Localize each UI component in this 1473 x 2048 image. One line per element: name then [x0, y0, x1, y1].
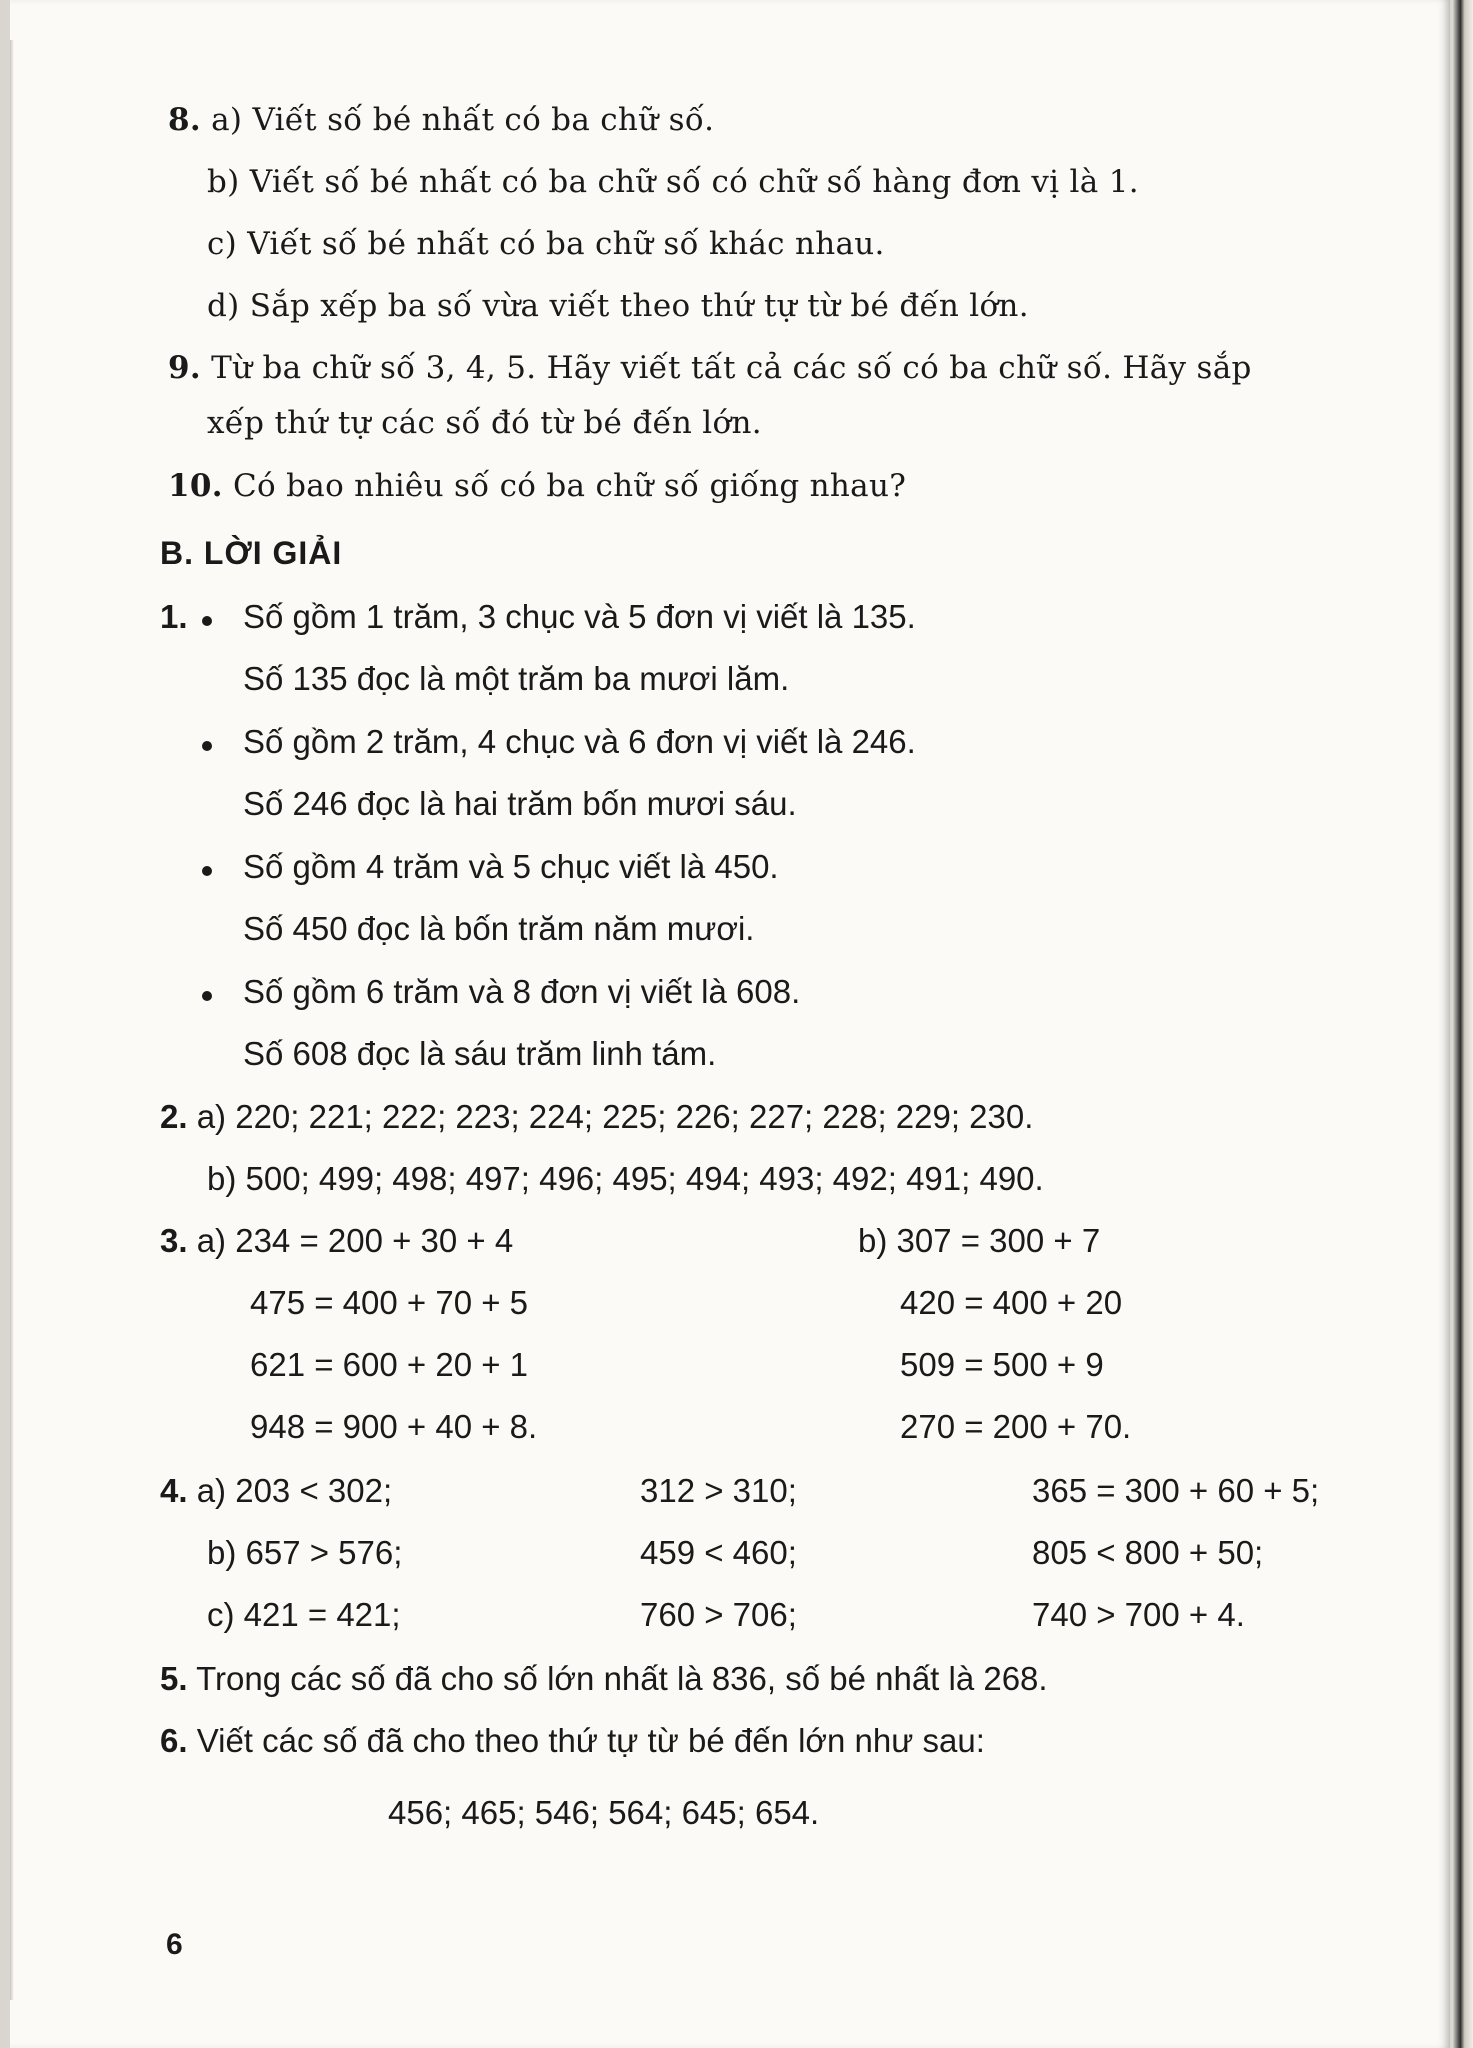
exercise-8-d: d) Sắp xếp ba số vừa viết theo thứ tự từ bé đến lớn.	[207, 288, 1029, 324]
exercise-8-c: c) Viết số bé nhất có ba chữ số khác nhau.	[207, 226, 885, 262]
solution-2-b: b) 500; 499; 498; 497; 496; 495; 494; 493; 492; 491; 490.	[207, 1160, 1044, 1197]
solution-4-row-1-col-2: 312 > 310;	[640, 1472, 797, 1509]
solution-6	[160, 1722, 985, 1760]
solution-4-row-1-col-1	[160, 1472, 392, 1510]
solution-text: a) 220; 221; 222; 223; 224; 225; 226; 227; 228; 229; 230.	[196, 1098, 1034, 1135]
solution-3-right-2: 420 = 400 + 20	[900, 1284, 1123, 1321]
solution-1-number: 1.	[160, 598, 188, 635]
section-heading: B. LỜI GIẢI	[160, 535, 343, 571]
solution-3-right-4: 270 = 200 + 70.	[900, 1408, 1132, 1445]
solution-4-row-3-col-1: c) 421 = 421;	[207, 1596, 401, 1633]
solution-3-left-2: 475 = 400 + 70 + 5	[250, 1284, 529, 1321]
solution-4-row-2-col-1: b) 657 > 576;	[207, 1534, 403, 1571]
solution-4-row-3-col-3: 740 > 700 + 4.	[1032, 1596, 1245, 1633]
exercise-8-a	[168, 102, 714, 138]
bullet-icon	[202, 616, 212, 626]
solution-3-left-4: 948 = 900 + 40 + 8.	[250, 1408, 538, 1445]
solution-4-row-2-col-3: 805 < 800 + 50;	[1032, 1534, 1264, 1571]
solution-1-item-4-read: Số 608 đọc là sáu trăm linh tám.	[243, 1035, 717, 1072]
page-number: 6	[166, 1928, 183, 1961]
solution-1-item-2-read: Số 246 đọc là hai trăm bốn mươi sáu.	[243, 785, 797, 822]
solution-text: Trong các số đã cho số lớn nhất là 836, số bé nhất là 268.	[196, 1660, 1048, 1697]
bullet-icon	[202, 866, 212, 876]
exercise-number: 10.	[168, 468, 223, 504]
book-spine-edge	[1452, 0, 1473, 2048]
solution-1-item-2-write: Số gồm 2 trăm, 4 chục và 6 đơn vị viết là 246.	[243, 723, 916, 760]
solution-1-item-4-write: Số gồm 6 trăm và 8 đơn vị viết là 608.	[243, 973, 801, 1010]
exercise-9-line-2: xếp thứ tự các số đó từ bé đến lớn.	[207, 405, 762, 441]
solution-3-left-3: 621 = 600 + 20 + 1	[250, 1346, 529, 1383]
exercise-10	[168, 468, 906, 504]
solution-4-row-3-col-2: 760 > 706;	[640, 1596, 797, 1633]
solution-2-a	[160, 1098, 1033, 1136]
bullet-icon	[202, 991, 212, 1001]
bullet-icon	[202, 741, 212, 751]
solution-6-answer: 456; 465; 546; 564; 645; 654.	[388, 1794, 820, 1831]
solution-1-item-3-write: Số gồm 4 trăm và 5 chục viết là 450.	[243, 848, 779, 885]
solution-number: 2.	[160, 1098, 188, 1135]
solution-number: 6.	[160, 1722, 188, 1759]
exercise-text: a) Viết số bé nhất có ba chữ số.	[211, 102, 715, 138]
exercise-9-line-1	[168, 350, 1252, 386]
solution-4-row-2-col-2: 459 < 460;	[640, 1534, 797, 1571]
solution-1-item-3-read: Số 450 đọc là bốn trăm năm mươi.	[243, 910, 755, 947]
solution-4-row-1-col-3: 365 = 300 + 60 + 5;	[1032, 1472, 1320, 1509]
solution-number: 3.	[160, 1222, 188, 1259]
exercise-8-b: b) Viết số bé nhất có ba chữ số có chữ số hàng đơn vị là 1.	[207, 164, 1139, 200]
exercise-text: Có bao nhiêu số có ba chữ số giống nhau?	[233, 468, 907, 504]
solution-1-item-1-write: Số gồm 1 trăm, 3 chục và 5 đơn vị viết là 135.	[243, 598, 916, 635]
exercise-number: 8.	[168, 102, 201, 138]
solution-text: Viết các số đã cho theo thứ tự từ bé đến lớn như sau:	[196, 1722, 985, 1759]
solution-number: 4.	[160, 1472, 188, 1509]
solution-number: 5.	[160, 1660, 188, 1697]
solution-3-right-3: 509 = 500 + 9	[900, 1346, 1104, 1383]
solution-text: a) 234 = 200 + 30 + 4	[196, 1222, 514, 1259]
solution-1-item-1-read: Số 135 đọc là một trăm ba mươi lăm.	[243, 660, 790, 697]
solution-5	[160, 1660, 1048, 1698]
page-left-shadow	[10, 40, 14, 2000]
exercise-number: 9.	[168, 350, 201, 386]
exercise-text: Từ ba chữ số 3, 4, 5. Hãy viết tất cả các số có ba chữ số. Hãy sắp	[211, 350, 1252, 386]
solution-3-right-1: b) 307 = 300 + 7	[858, 1222, 1101, 1259]
solution-3-left-1	[160, 1222, 513, 1260]
solution-text: a) 203 < 302;	[196, 1472, 393, 1509]
